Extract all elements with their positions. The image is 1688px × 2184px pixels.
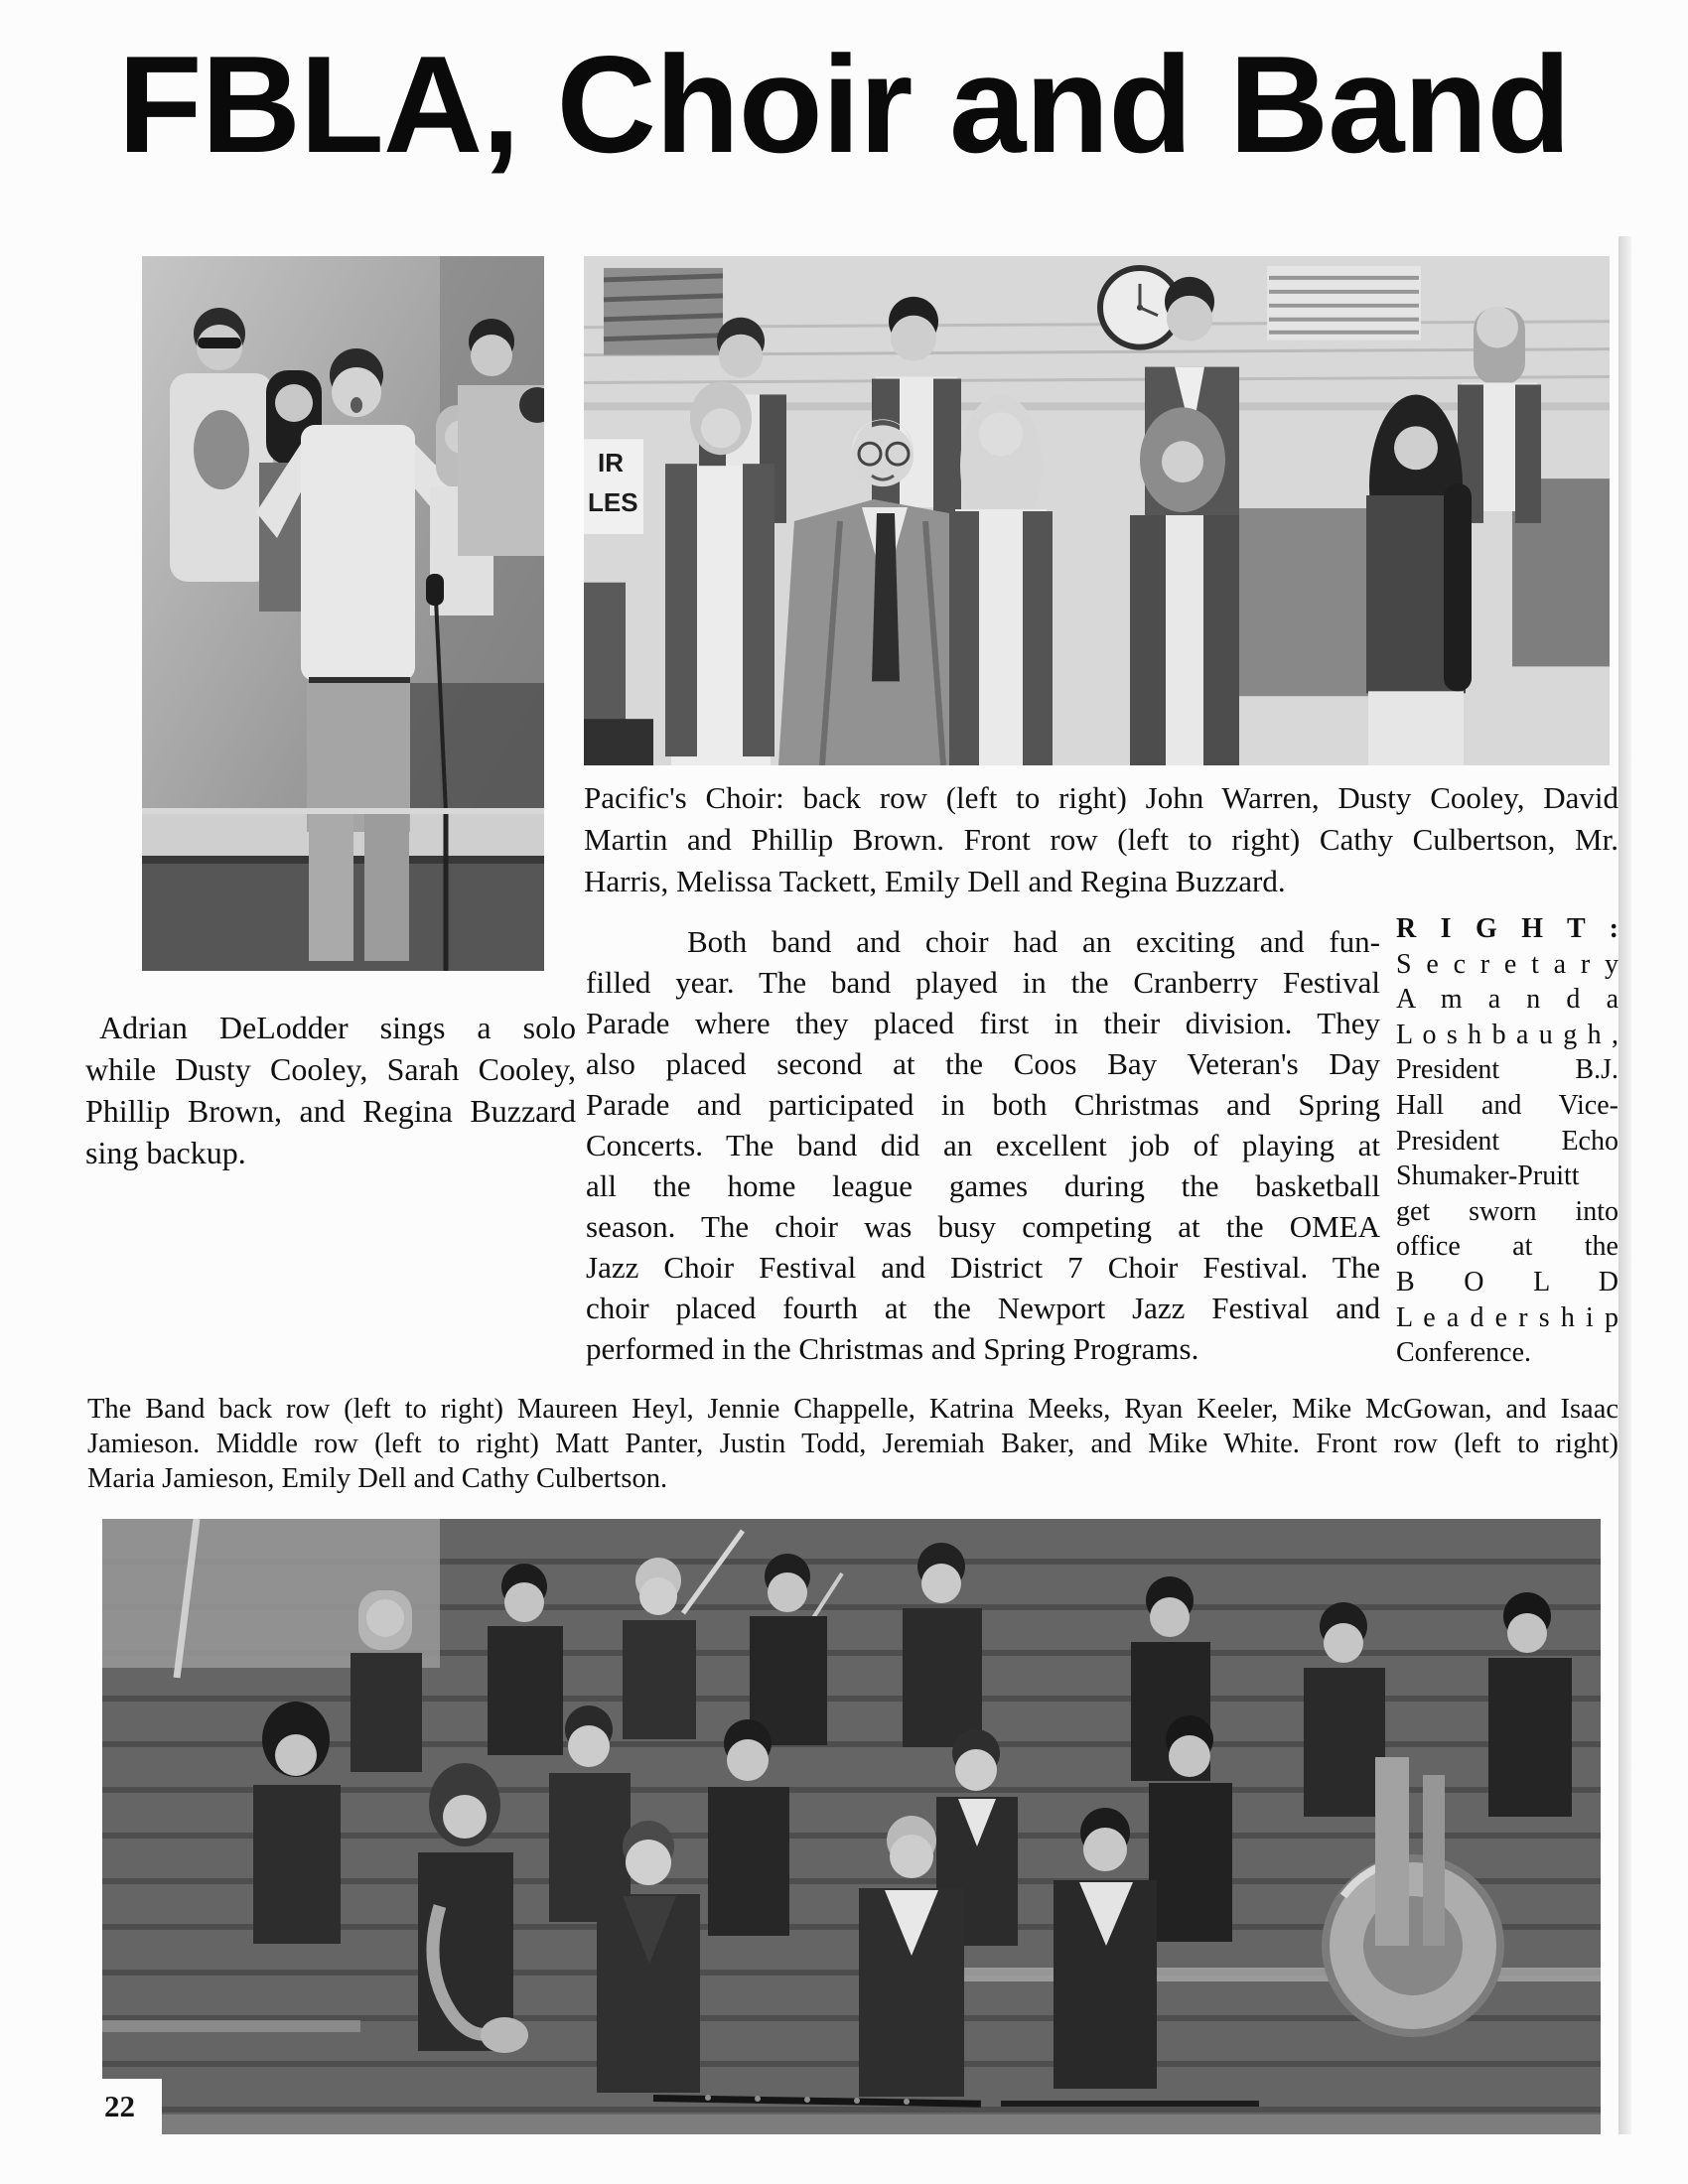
text-line: all the home league games during the basketball: [586, 1168, 1380, 1203]
text-line: sing backup.: [85, 1135, 246, 1170]
text-line: also placed second at the Coos Bay Veteran's Day: [586, 1046, 1380, 1081]
text-line: Maria Jamieson, Emily Dell and Cathy Culbertson.: [87, 1463, 668, 1494]
band-caption: [87, 1392, 1618, 1496]
scan-edge-shadow: [1618, 236, 1631, 2134]
text-line: office at the: [1396, 1231, 1618, 1263]
text-line: B O L D: [1396, 1266, 1618, 1297]
soloist-caption: [85, 1007, 576, 1173]
text-line: Both band and choir had an exciting and fun-: [687, 924, 1380, 959]
text-line: Conference.: [1396, 1337, 1532, 1369]
text-line: filled year. The band played in the Cranberry Festival: [586, 965, 1380, 1000]
text-line: get sworn into: [1396, 1195, 1618, 1227]
choir-photo: [584, 256, 1610, 765]
sign-text-line1: IR: [598, 450, 624, 478]
page-number-notch: [102, 2079, 162, 2134]
right-caption-column: [1396, 911, 1618, 1371]
article-paragraph: [586, 921, 1380, 1369]
page-number: 22: [104, 2089, 135, 2123]
text-line: L e a d e r s h i p: [1396, 1301, 1618, 1333]
text-line: Pacific's Choir: back row (left to right) John Warren, Dusty Cooley, David: [584, 780, 1618, 815]
text-line: Parade where they placed first in their division. They: [586, 1006, 1380, 1040]
text-line: performed in the Christmas and Spring Programs.: [586, 1331, 1199, 1366]
band-photo: [102, 1519, 1601, 2134]
text-line: Concerts. The band did an excellent job of playing at: [586, 1128, 1380, 1162]
text-line: President Echo: [1396, 1125, 1618, 1157]
soloist-photo: [142, 256, 544, 971]
text-line: Parade and participated in both Christmas and Spring: [586, 1087, 1380, 1122]
soloist-photo-image: [142, 256, 544, 971]
sign-text-line2: LES: [588, 489, 638, 517]
text-line: Jazz Choir Festival and District 7 Choir Festival. The: [586, 1250, 1380, 1285]
text-line: A m a n d a: [1396, 984, 1618, 1016]
text-line: Phillip Brown, and Regina Buzzard: [85, 1093, 576, 1129]
text-line: President B.J.: [1396, 1054, 1618, 1086]
page-title: FBLA, Choir and Band: [117, 28, 1571, 182]
choir-photo-image: [584, 256, 1610, 765]
text-line: The Band back row (left to right) Maureen Heyl, Jennie Chappelle, Katrina Meeks, Ryan Keeler, Mike McGowan, and Isaac: [87, 1394, 1618, 1425]
text-line: Adrian DeLodder sings a solo: [99, 1010, 576, 1045]
choir-caption: [584, 777, 1618, 902]
text-line: L o s h b a u g h ,: [1396, 1019, 1618, 1050]
band-photo-image: [102, 1519, 1601, 2134]
text-line: Jamieson. Middle row (left to right) Matt Panter, Justin Todd, Jeremiah Baker, and Mike White. Front row (left to right): [87, 1429, 1618, 1459]
text-line: Harris, Melissa Tackett, Emily Dell and Regina Buzzard.: [584, 864, 1286, 898]
text-line: Martin and Phillip Brown. Front row (left to right) Cathy Culbertson, Mr.: [584, 822, 1618, 857]
text-line: while Dusty Cooley, Sarah Cooley,: [85, 1051, 576, 1087]
text-line: choir placed fourth at the Newport Jazz Festival and: [586, 1291, 1380, 1325]
text-line: R I G H T :: [1396, 913, 1618, 944]
text-line: S e c r e t a r y: [1396, 948, 1618, 980]
text-line: season. The choir was busy competing at the OMEA: [586, 1209, 1380, 1244]
text-line: Shumaker-Pruitt: [1396, 1160, 1580, 1192]
text-line: Hall and Vice-: [1396, 1089, 1618, 1121]
